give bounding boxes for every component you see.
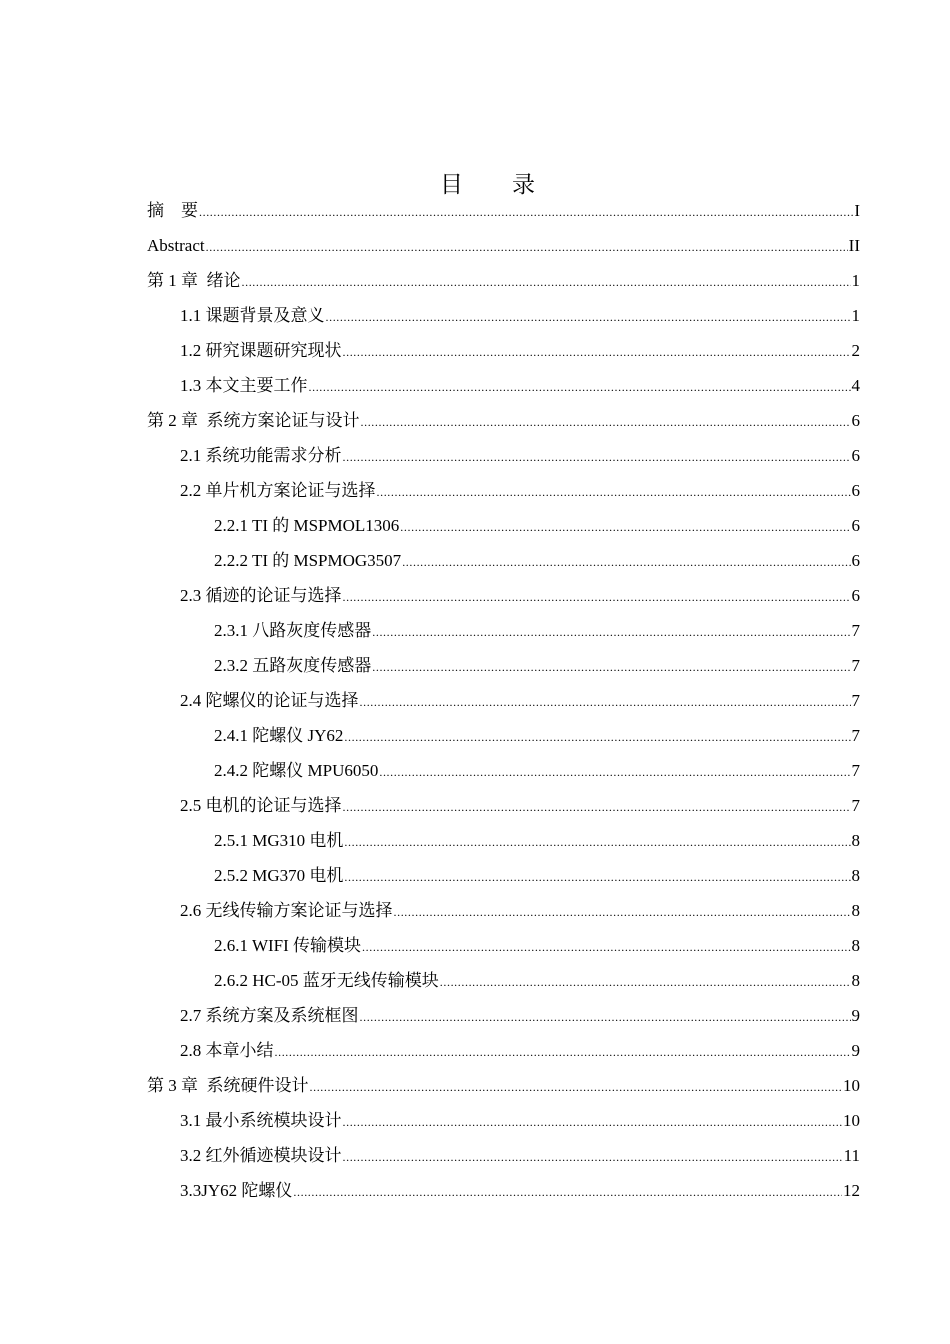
- toc-dot-leader: [377, 478, 851, 506]
- toc-entry[interactable]: [147, 1142, 860, 1177]
- toc-entry[interactable]: [147, 547, 860, 582]
- toc-entry-label: 2.7 系统方案及系统框图: [180, 1006, 359, 1025]
- toc-entry-page-number: 2: [851, 341, 860, 360]
- toc-entry-label: Abstract: [147, 236, 205, 255]
- toc-dot-leader: [199, 198, 853, 226]
- toc-dot-leader: [372, 653, 850, 681]
- toc-entry[interactable]: [147, 442, 860, 477]
- toc-entry-label: 2.2.2 TI 的 MSPMOG3507: [214, 551, 402, 570]
- toc-entry-page-number: 12: [843, 1181, 860, 1200]
- toc-entry-label: 第 2 章 系统方案论证与设计: [147, 411, 360, 430]
- toc-entry-label: 2.4.2 陀螺仪 MPU6050: [214, 761, 379, 780]
- toc-dot-leader: [206, 233, 848, 261]
- toc-entry-page-number: 10: [843, 1111, 860, 1130]
- toc-entry[interactable]: [147, 267, 860, 302]
- toc-entry[interactable]: [147, 1177, 860, 1212]
- toc-entry-page-number: 9: [851, 1041, 860, 1060]
- toc-entry-label: 2.3 循迹的论证与选择: [180, 586, 342, 605]
- toc-entry-label: 2.4.1 陀螺仪 JY62: [214, 726, 344, 745]
- toc-dot-leader: [275, 1038, 851, 1066]
- toc-dot-leader: [379, 758, 850, 786]
- toc-entry-label: 2.3.2 五路灰度传感器: [214, 656, 372, 675]
- toc-entry-label: 2.6 无线传输方案论证与选择: [180, 901, 393, 920]
- toc-entry[interactable]: [147, 722, 860, 757]
- toc-entry-page-number: 6: [851, 411, 860, 430]
- toc-entry-page-number: 8: [851, 831, 860, 850]
- toc-entry-page-number: 8: [851, 866, 860, 885]
- toc-entry-page-number: 4: [851, 376, 860, 395]
- toc-entry-page-number: 8: [851, 936, 860, 955]
- toc-dot-leader: [361, 408, 851, 436]
- toc-entry-label: 2.2 单片机方案论证与选择: [180, 481, 376, 500]
- toc-dot-leader: [440, 968, 851, 996]
- toc-entry-page-number: 7: [851, 656, 860, 675]
- toc-entry-label: 2.1 系统功能需求分析: [180, 446, 342, 465]
- toc-entry-page-number: 1: [851, 271, 860, 290]
- toc-dot-leader: [362, 933, 850, 961]
- toc-entry-page-number: 6: [851, 446, 860, 465]
- toc-entry-label: 第 3 章 系统硬件设计: [147, 1076, 309, 1095]
- toc-dot-leader: [344, 828, 850, 856]
- toc-entry[interactable]: [147, 897, 860, 932]
- toc-entry-page-number: 6: [851, 481, 860, 500]
- toc-entry-page-number: 8: [851, 901, 860, 920]
- toc-entry-page-number: 7: [851, 621, 860, 640]
- toc-dot-leader: [242, 268, 851, 296]
- toc-entry-page-number: 7: [851, 761, 860, 780]
- toc-entry-label: 1.1 课题背景及意义: [180, 306, 325, 325]
- toc-dot-leader: [360, 1003, 851, 1031]
- toc-dot-leader: [293, 1178, 842, 1206]
- toc-entry-label: 2.8 本章小结: [180, 1041, 274, 1060]
- toc-entry[interactable]: [147, 967, 860, 1002]
- toc-entry[interactable]: [147, 1072, 860, 1107]
- toc-entry[interactable]: [147, 232, 860, 267]
- table-of-contents: [147, 197, 860, 1212]
- toc-dot-leader: [360, 688, 851, 716]
- toc-entry[interactable]: [147, 617, 860, 652]
- toc-dot-leader: [402, 548, 850, 576]
- toc-entry-label: 3.1 最小系统模块设计: [180, 1111, 342, 1130]
- toc-entry[interactable]: [147, 687, 860, 722]
- toc-entry-label: 2.6.2 HC-05 蓝牙无线传输模块: [214, 971, 439, 990]
- toc-entry-label: 2.3.1 八路灰度传感器: [214, 621, 372, 640]
- toc-dot-leader: [344, 863, 850, 891]
- toc-dot-leader: [343, 443, 851, 471]
- toc-entry[interactable]: [147, 302, 860, 337]
- toc-entry[interactable]: [147, 1037, 860, 1072]
- toc-entry-label: 3.2 红外循迹模块设计: [180, 1146, 342, 1165]
- toc-dot-leader: [343, 1143, 843, 1171]
- toc-entry[interactable]: [147, 477, 860, 512]
- toc-entry-label: 摘 要: [147, 201, 198, 220]
- toc-dot-leader: [344, 723, 850, 751]
- toc-entry[interactable]: [147, 337, 860, 372]
- toc-dot-leader: [309, 373, 851, 401]
- toc-entry[interactable]: [147, 582, 860, 617]
- toc-entry[interactable]: [147, 862, 860, 897]
- toc-entry[interactable]: [147, 792, 860, 827]
- toc-dot-leader: [372, 618, 850, 646]
- toc-dot-leader: [394, 898, 851, 926]
- toc-entry[interactable]: [147, 1002, 860, 1037]
- toc-entry-label: 2.5.1 MG310 电机: [214, 831, 344, 850]
- toc-entry-label: 2.6.1 WIFI 传输模块: [214, 936, 362, 955]
- toc-entry[interactable]: [147, 932, 860, 967]
- toc-entry[interactable]: [147, 652, 860, 687]
- toc-title: 目 录: [440, 172, 536, 198]
- toc-entry-page-number: 6: [851, 586, 860, 605]
- toc-entry[interactable]: [147, 1107, 860, 1142]
- toc-entry-page-number: 7: [851, 691, 860, 710]
- toc-entry[interactable]: [147, 827, 860, 862]
- toc-entry[interactable]: [147, 372, 860, 407]
- toc-entry-page-number: 7: [851, 796, 860, 815]
- toc-entry-page-number: I: [854, 201, 860, 220]
- toc-entry-label: 2.2.1 TI 的 MSPMOL1306: [214, 516, 400, 535]
- toc-entry-label: 第 1 章 绪论: [147, 271, 241, 290]
- toc-dot-leader: [343, 1108, 843, 1136]
- toc-entry[interactable]: [147, 512, 860, 547]
- toc-entry-label: 2.5.2 MG370 电机: [214, 866, 344, 885]
- toc-entry-page-number: 7: [851, 726, 860, 745]
- toc-entry-page-number: 11: [843, 1146, 860, 1165]
- toc-entry-label: 1.2 研究课题研究现状: [180, 341, 342, 360]
- toc-entry-page-number: 6: [851, 516, 860, 535]
- toc-entry-page-number: II: [848, 236, 860, 255]
- toc-entry-label: 2.5 电机的论证与选择: [180, 796, 342, 815]
- toc-entry-page-number: 6: [851, 551, 860, 570]
- toc-entry-page-number: 8: [851, 971, 860, 990]
- toc-entry-label: 3.3JY62 陀螺仪: [180, 1181, 293, 1200]
- toc-dot-leader: [343, 583, 851, 611]
- toc-entry-page-number: 10: [843, 1076, 860, 1095]
- toc-entry[interactable]: [147, 407, 860, 442]
- toc-entry[interactable]: [147, 197, 860, 232]
- toc-dot-leader: [326, 303, 851, 331]
- toc-dot-leader: [343, 338, 851, 366]
- toc-entry-label: 2.4 陀螺仪的论证与选择: [180, 691, 359, 710]
- toc-entry-page-number: 1: [851, 306, 860, 325]
- toc-dot-leader: [343, 793, 851, 821]
- toc-dot-leader: [310, 1073, 843, 1101]
- toc-entry[interactable]: [147, 757, 860, 792]
- toc-dot-leader: [400, 513, 850, 541]
- toc-entry-page-number: 9: [851, 1006, 860, 1025]
- toc-entry-label: 1.3 本文主要工作: [180, 376, 308, 395]
